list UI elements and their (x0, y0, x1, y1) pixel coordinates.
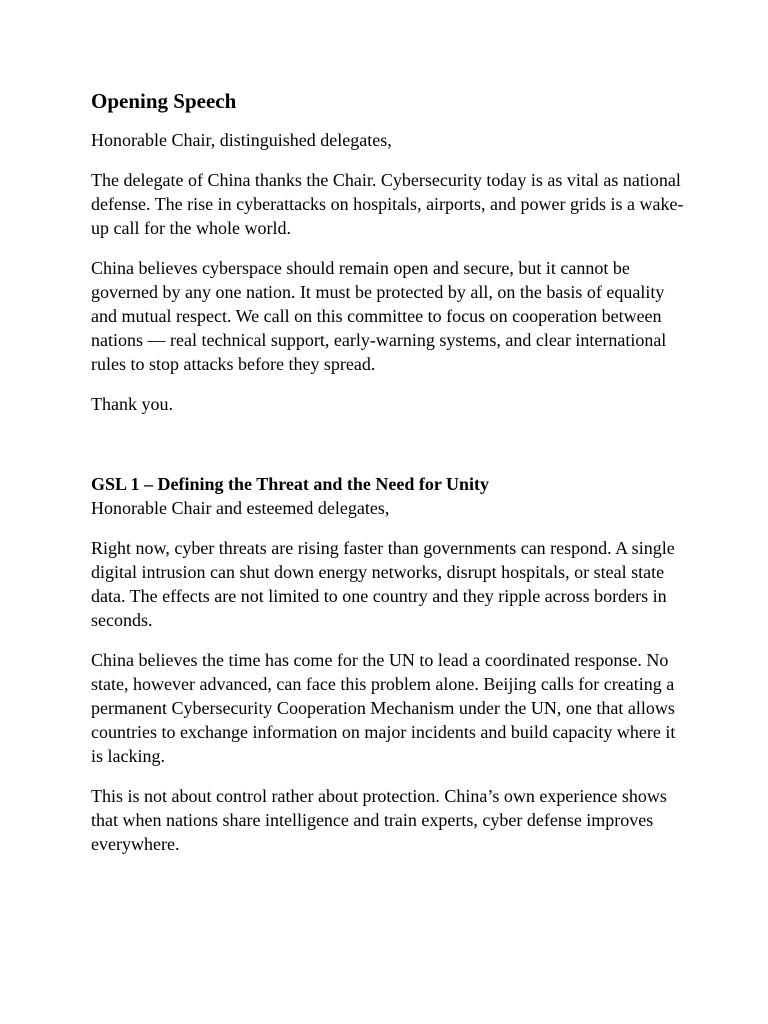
section-spacer (91, 432, 691, 472)
salutation-paragraph: Honorable Chair, distinguished delegates, (91, 130, 392, 150)
gsl1-heading: GSL 1 – Defining the Threat and the Need for Unity (91, 474, 490, 494)
thank-you-paragraph: Thank you. (91, 394, 173, 414)
opening-speech-title: Opening Speech (91, 89, 237, 113)
gsl1-salutation: Honorable Chair and esteemed delegates, (91, 498, 390, 518)
opening-paragraph-2: China believes cyberspace should remain open and secure, but it cannot be governed by any one nation. It must be protected by all, on the basis of equality and mutual respect. We call on this committee to focus on cooperation between nations — real technical support, early-warning systems, and clear international rules to stop attacks before they spread. (91, 258, 667, 374)
document-page (91, 88, 691, 872)
gsl1-paragraph-1: Right now, cyber threats are rising faster than governments can respond. A single digital intrusion can shut down energy networks, disrupt hospitals, or steal state data. The effects are not limited to one country and they ripple across borders in seconds. (91, 538, 675, 630)
opening-paragraph-1: The delegate of China thanks the Chair. Cybersecurity today is as vital as national defense. The rise in cyberattacks on hospitals, airports, and power grids is a wake-up call for the whole world. (91, 170, 684, 238)
gsl1-paragraph-2: China believes the time has come for the UN to lead a coordinated response. No state, however advanced, can face this problem alone. Beijing calls for creating a permanent Cybersecurity Cooperation Mechanism under the UN, one that allows countries to exchange information on major incidents and build capacity where it is lacking. (91, 650, 676, 766)
gsl1-paragraph-3: This is not about control rather about protection. China’s own experience shows that when nations share intelligence and train experts, cyber defense improves everywhere. (91, 786, 667, 854)
